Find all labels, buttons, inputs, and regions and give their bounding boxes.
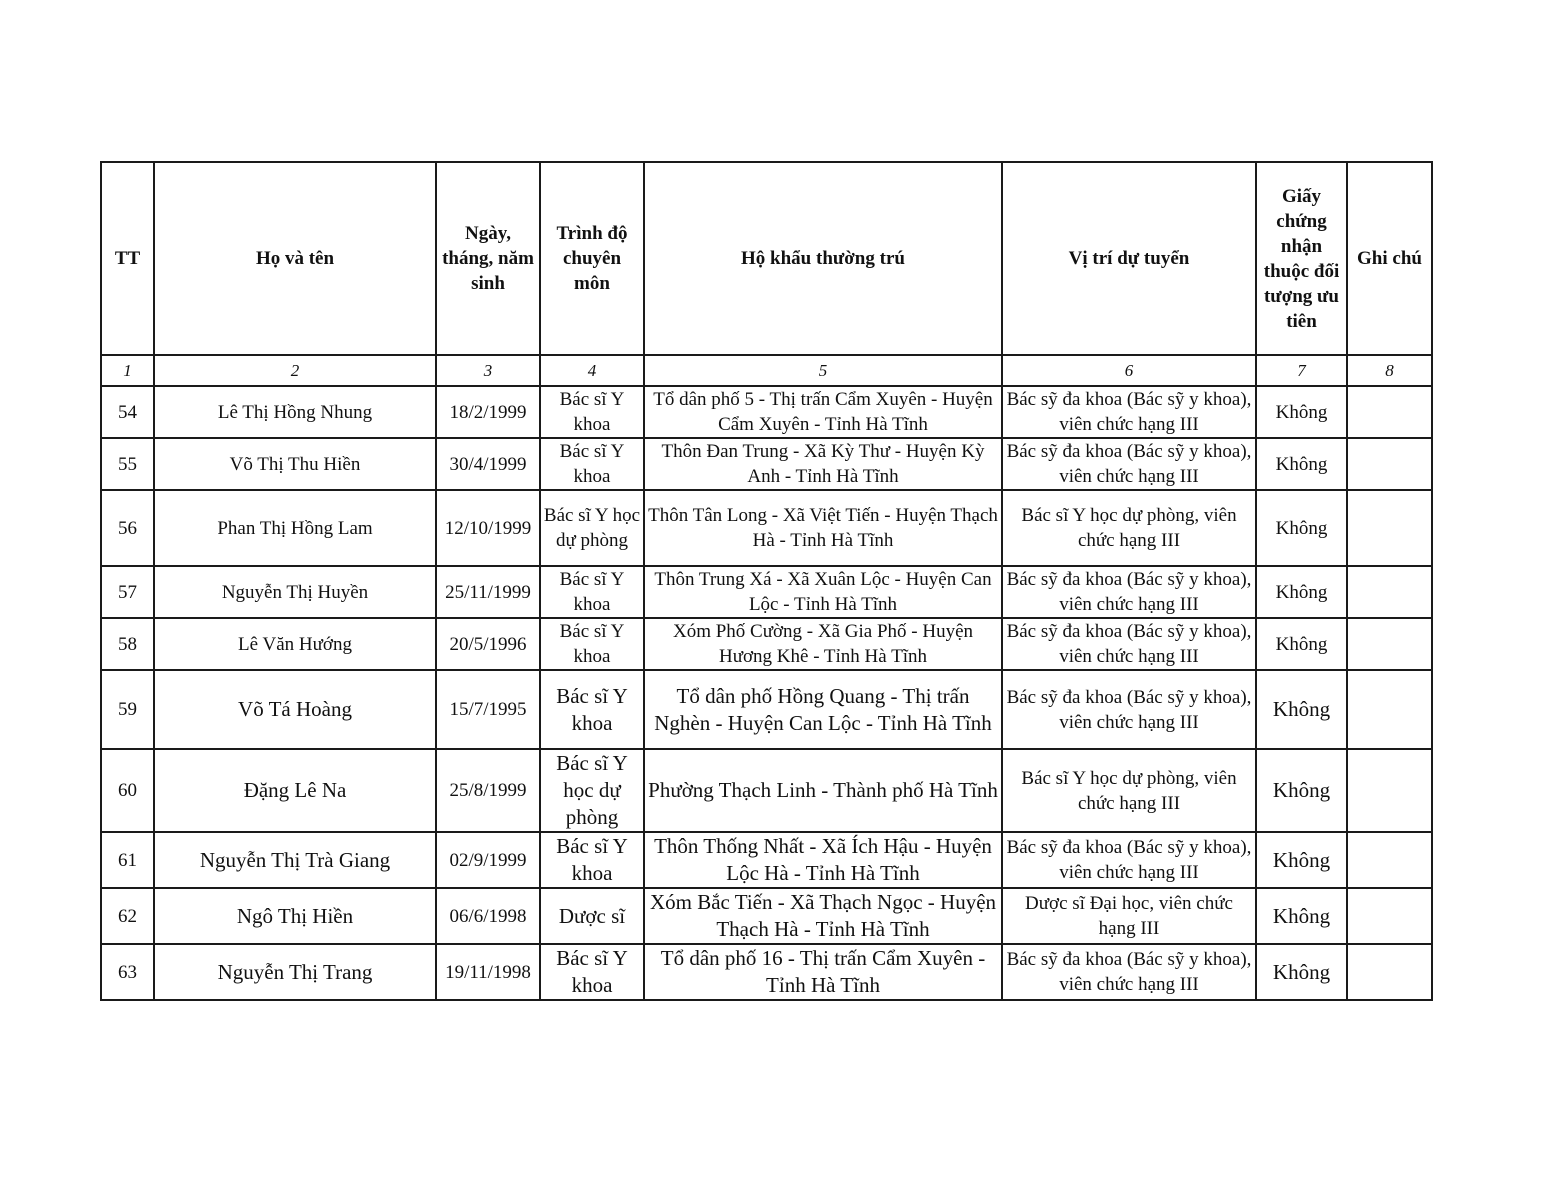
cell-position: Bác sĩ Y học dự phòng, viên chức hạng III xyxy=(1002,490,1256,566)
cell-address: Thôn Thống Nhất - Xã Ích Hậu - Huyện Lộc Hà - Tỉnh Hà Tĩnh xyxy=(644,832,1002,888)
cell-dob: 25/8/1999 xyxy=(436,749,540,832)
cell-position: Dược sĩ Đại học, viên chức hạng III xyxy=(1002,888,1256,944)
cell-degree: Bác sĩ Y khoa xyxy=(540,944,644,1000)
cell-dob: 06/6/1998 xyxy=(436,888,540,944)
cell-priority: Không xyxy=(1256,386,1347,438)
cell-priority: Không xyxy=(1256,888,1347,944)
table-row xyxy=(101,566,1432,618)
cell-note xyxy=(1347,386,1432,438)
cell-position: Bác sỹ đa khoa (Bác sỹ y khoa), viên chức hạng III xyxy=(1002,670,1256,749)
cell-degree: Bác sĩ Y khoa xyxy=(540,566,644,618)
column-number: 4 xyxy=(540,355,644,386)
header-note: Ghi chú xyxy=(1347,162,1432,355)
table-row xyxy=(101,618,1432,670)
table-row xyxy=(101,490,1432,566)
cell-address: Tổ dân phố 5 - Thị trấn Cẩm Xuyên - Huyện Cẩm Xuyên - Tỉnh Hà Tĩnh xyxy=(644,386,1002,438)
cell-dob: 18/2/1999 xyxy=(436,386,540,438)
cell-position: Bác sỹ đa khoa (Bác sỹ y khoa), viên chức hạng III xyxy=(1002,832,1256,888)
cell-note xyxy=(1347,490,1432,566)
header-degree: Trình độ chuyên môn xyxy=(540,162,644,355)
table-row xyxy=(101,438,1432,490)
cell-tt: 62 xyxy=(101,888,154,944)
cell-name: Lê Thị Hồng Nhung xyxy=(154,386,436,438)
cell-address: Tổ dân phố 16 - Thị trấn Cẩm Xuyên - Tỉnh Hà Tĩnh xyxy=(644,944,1002,1000)
cell-tt: 63 xyxy=(101,944,154,1000)
cell-priority: Không xyxy=(1256,618,1347,670)
header-dob: Ngày, tháng, năm sinh xyxy=(436,162,540,355)
header-tt: TT xyxy=(101,162,154,355)
column-number: 6 xyxy=(1002,355,1256,386)
cell-name: Ngô Thị Hiền xyxy=(154,888,436,944)
cell-tt: 58 xyxy=(101,618,154,670)
column-number: 5 xyxy=(644,355,1002,386)
cell-priority: Không xyxy=(1256,749,1347,832)
cell-degree: Dược sĩ xyxy=(540,888,644,944)
cell-position: Bác sỹ đa khoa (Bác sỹ y khoa), viên chức hạng III xyxy=(1002,386,1256,438)
table-row xyxy=(101,944,1432,1000)
cell-degree: Bác sĩ Y khoa xyxy=(540,670,644,749)
cell-dob: 30/4/1999 xyxy=(436,438,540,490)
cell-address: Thôn Trung Xá - Xã Xuân Lộc - Huyện Can Lộc - Tỉnh Hà Tĩnh xyxy=(644,566,1002,618)
cell-tt: 57 xyxy=(101,566,154,618)
cell-address: Tổ dân phố Hồng Quang - Thị trấn Nghèn - Huyện Can Lộc - Tỉnh Hà Tĩnh xyxy=(644,670,1002,749)
header-priority: Giấy chứng nhận thuộc đối tượng ưu tiên xyxy=(1256,162,1347,355)
cell-priority: Không xyxy=(1256,944,1347,1000)
cell-name: Nguyễn Thị Trà Giang xyxy=(154,832,436,888)
cell-address: Xóm Phố Cường - Xã Gia Phố - Huyện Hương Khê - Tỉnh Hà Tĩnh xyxy=(644,618,1002,670)
table-row xyxy=(101,670,1432,749)
cell-degree: Bác sĩ Y khoa xyxy=(540,438,644,490)
table-row xyxy=(101,888,1432,944)
cell-dob: 12/10/1999 xyxy=(436,490,540,566)
header-row xyxy=(101,162,1432,355)
cell-tt: 61 xyxy=(101,832,154,888)
column-number-row xyxy=(101,355,1432,386)
cell-degree: Bác sĩ Y khoa xyxy=(540,618,644,670)
cell-degree: Bác sĩ Y khoa xyxy=(540,386,644,438)
column-number: 7 xyxy=(1256,355,1347,386)
cell-priority: Không xyxy=(1256,490,1347,566)
cell-name: Võ Tá Hoàng xyxy=(154,670,436,749)
cell-position: Bác sỹ đa khoa (Bác sỹ y khoa), viên chức hạng III xyxy=(1002,438,1256,490)
cell-tt: 56 xyxy=(101,490,154,566)
cell-tt: 59 xyxy=(101,670,154,749)
candidate-table xyxy=(100,161,1433,1001)
column-number: 2 xyxy=(154,355,436,386)
cell-name: Phan Thị Hồng Lam xyxy=(154,490,436,566)
cell-priority: Không xyxy=(1256,566,1347,618)
header-address: Hộ khẩu thường trú xyxy=(644,162,1002,355)
cell-note xyxy=(1347,944,1432,1000)
cell-note xyxy=(1347,832,1432,888)
cell-note xyxy=(1347,888,1432,944)
cell-degree: Bác sĩ Y học dự phòng xyxy=(540,490,644,566)
cell-note xyxy=(1347,749,1432,832)
cell-dob: 20/5/1996 xyxy=(436,618,540,670)
header-name: Họ và tên xyxy=(154,162,436,355)
cell-position: Bác sỹ đa khoa (Bác sỹ y khoa), viên chức hạng III xyxy=(1002,566,1256,618)
table-row xyxy=(101,749,1432,832)
cell-name: Nguyễn Thị Trang xyxy=(154,944,436,1000)
header-position: Vị trí dự tuyển xyxy=(1002,162,1256,355)
cell-tt: 54 xyxy=(101,386,154,438)
cell-note xyxy=(1347,566,1432,618)
column-number: 1 xyxy=(101,355,154,386)
cell-tt: 60 xyxy=(101,749,154,832)
cell-degree: Bác sĩ Y khoa xyxy=(540,832,644,888)
cell-note xyxy=(1347,438,1432,490)
cell-position: Bác sĩ Y học dự phòng, viên chức hạng III xyxy=(1002,749,1256,832)
cell-name: Võ Thị Thu Hiền xyxy=(154,438,436,490)
cell-dob: 02/9/1999 xyxy=(436,832,540,888)
table-row xyxy=(101,832,1432,888)
cell-position: Bác sỹ đa khoa (Bác sỹ y khoa), viên chức hạng III xyxy=(1002,944,1256,1000)
cell-name: Nguyễn Thị Huyền xyxy=(154,566,436,618)
cell-tt: 55 xyxy=(101,438,154,490)
cell-note xyxy=(1347,670,1432,749)
cell-dob: 19/11/1998 xyxy=(436,944,540,1000)
cell-address: Thôn Tân Long - Xã Việt Tiến - Huyện Thạch Hà - Tỉnh Hà Tĩnh xyxy=(644,490,1002,566)
cell-priority: Không xyxy=(1256,670,1347,749)
cell-priority: Không xyxy=(1256,438,1347,490)
cell-address: Thôn Đan Trung - Xã Kỳ Thư - Huyện Kỳ Anh - Tỉnh Hà Tĩnh xyxy=(644,438,1002,490)
cell-position: Bác sỹ đa khoa (Bác sỹ y khoa), viên chức hạng III xyxy=(1002,618,1256,670)
cell-address: Phường Thạch Linh - Thành phố Hà Tĩnh xyxy=(644,749,1002,832)
column-number: 3 xyxy=(436,355,540,386)
cell-name: Lê Văn Hướng xyxy=(154,618,436,670)
cell-priority: Không xyxy=(1256,832,1347,888)
table-row xyxy=(101,386,1432,438)
cell-name: Đặng Lê Na xyxy=(154,749,436,832)
cell-dob: 25/11/1999 xyxy=(436,566,540,618)
cell-dob: 15/7/1995 xyxy=(436,670,540,749)
cell-degree: Bác sĩ Y học dự phòng xyxy=(540,749,644,832)
column-number: 8 xyxy=(1347,355,1432,386)
cell-note xyxy=(1347,618,1432,670)
cell-address: Xóm Bắc Tiến - Xã Thạch Ngọc - Huyện Thạch Hà - Tỉnh Hà Tĩnh xyxy=(644,888,1002,944)
